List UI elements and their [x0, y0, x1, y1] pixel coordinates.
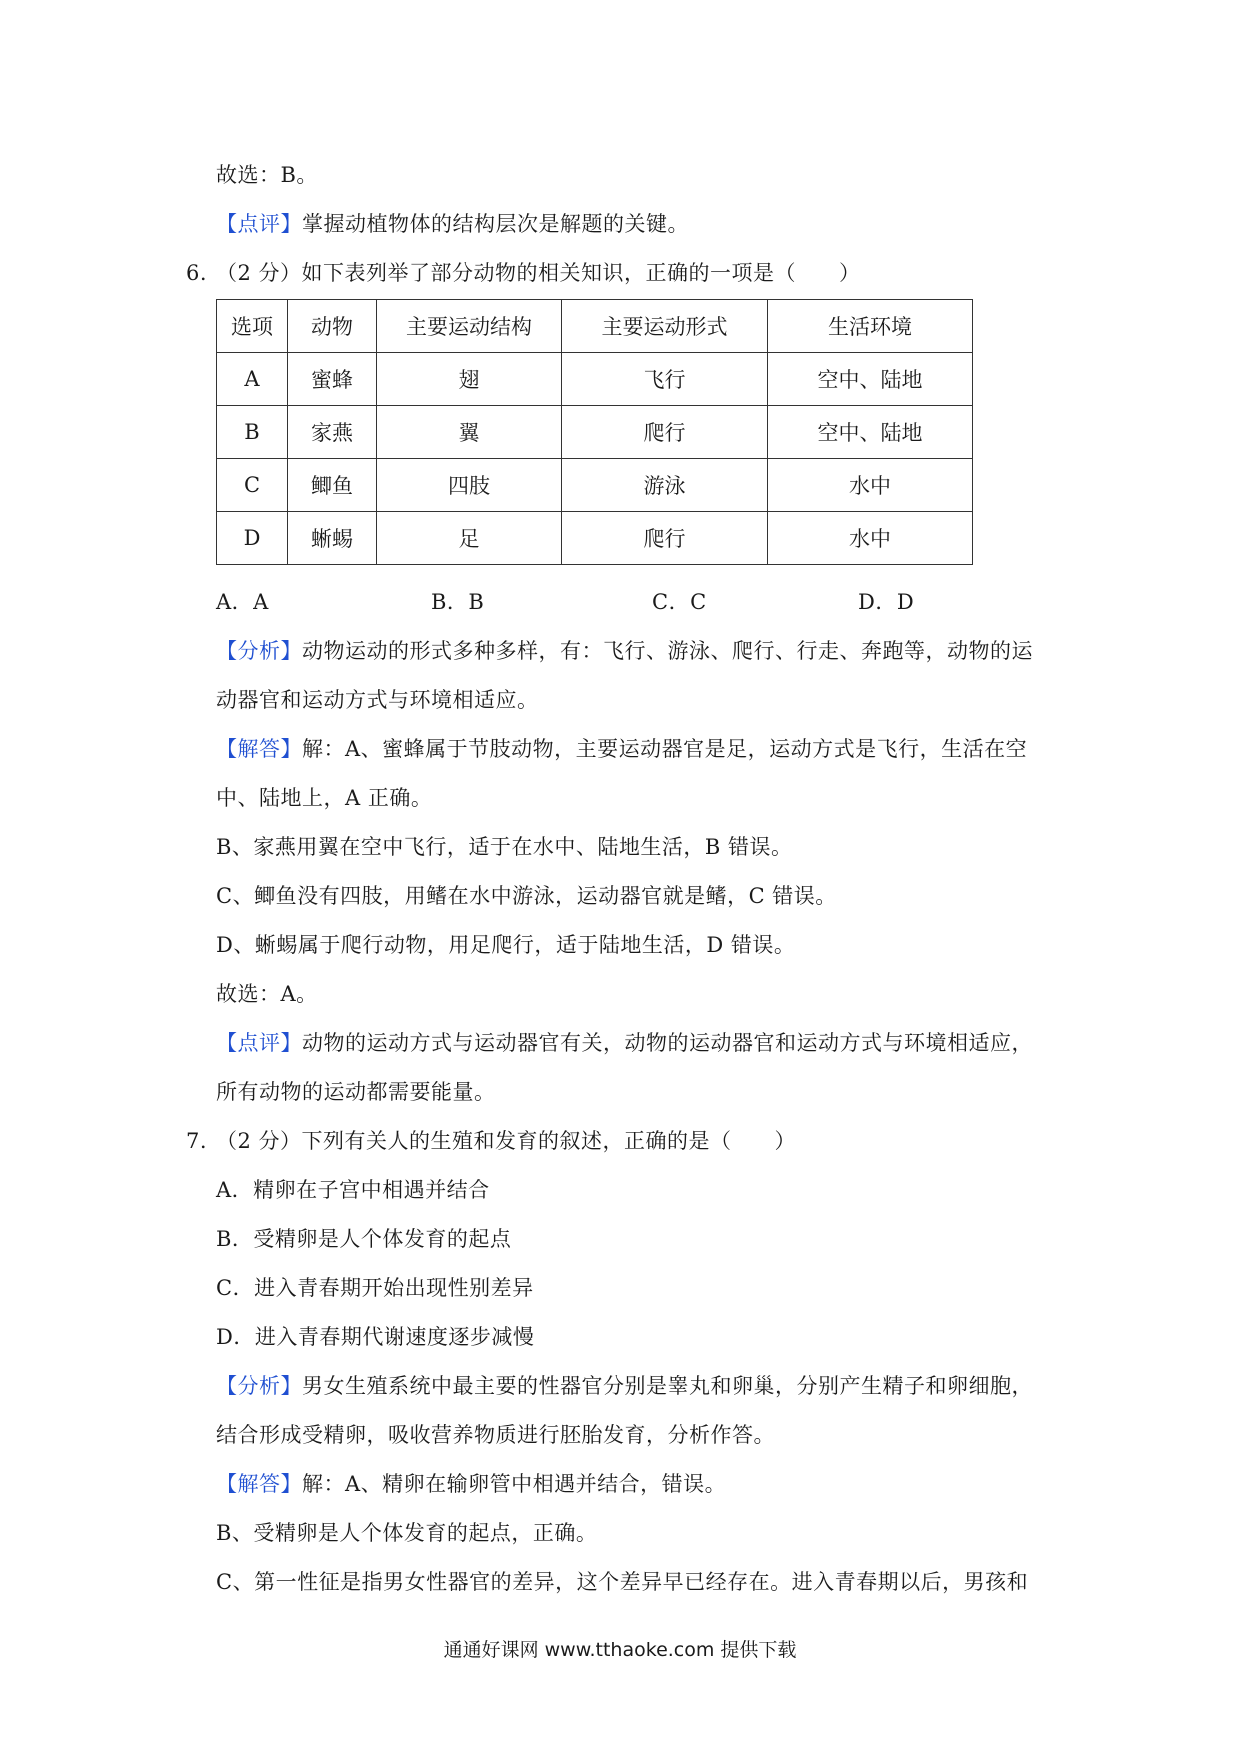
- table-cell: 四肢: [377, 459, 562, 512]
- q7-solution: [216, 1469, 726, 1499]
- option-a: A．精卵在子宫中相遇并结合: [216, 1178, 490, 1202]
- comment-text: 动物的运动方式与运动器官有关，动物的运动器官和运动方式与环境相适应，: [302, 1031, 1033, 1055]
- table-cell: 水中: [768, 459, 973, 512]
- animal-table: [216, 299, 973, 565]
- analysis-tag: 【分析】: [216, 1374, 302, 1398]
- table-cell: 蜥蜴: [288, 512, 377, 565]
- table-cell: 蜜蜂: [288, 353, 377, 406]
- option-d: D．D: [858, 590, 915, 614]
- table-cell: 家燕: [288, 406, 377, 459]
- prev-answer: 故选：B。: [216, 163, 318, 187]
- q7-solution-line: B、受精卵是人个体发育的起点，正确。: [216, 1521, 598, 1545]
- analysis-text: 男女生殖系统中最主要的性器官分别是睾丸和卵巢，分别产生精子和卵细胞，: [302, 1374, 1033, 1398]
- option-a: A．A: [216, 590, 269, 614]
- option-c: C．进入青春期开始出现性别差异: [216, 1276, 534, 1300]
- table-cell: B: [217, 406, 288, 459]
- table-cell: 爬行: [562, 512, 768, 565]
- q7-solution-line: C、第一性征是指男女性器官的差异，这个差异早已经存在。进入青春期以后，男孩和: [216, 1570, 1029, 1594]
- q6-solution: [216, 734, 1027, 764]
- option-b: B．受精卵是人个体发育的起点: [216, 1227, 512, 1251]
- option-c: C．C: [652, 590, 707, 614]
- table-header: 动物: [288, 300, 377, 353]
- table-row: [217, 512, 973, 565]
- question-6-options: [216, 587, 914, 617]
- q6-solution-line: B、家燕用翼在空中飞行，适于在水中、陆地生活，B 错误。: [216, 835, 793, 859]
- q6-solution-line: C、鲫鱼没有四肢，用鳍在水中游泳，运动器官就是鳍，C 错误。: [216, 884, 837, 908]
- table-cell: A: [217, 353, 288, 406]
- q6-analysis-cont: 动器官和运动方式与环境相适应。: [216, 688, 539, 712]
- solution-tag: 【解答】: [216, 737, 302, 761]
- q6-solution-line: 中、陆地上，A 正确。: [216, 786, 433, 810]
- table-cell: C: [217, 459, 288, 512]
- q6-comment: [216, 1028, 1033, 1058]
- solution-text: 解：A、精卵在输卵管中相遇并结合，错误。: [302, 1472, 727, 1496]
- page-footer: 通通好课网 www.tthaoke.com 提供下载: [443, 1639, 797, 1661]
- question-6-stem: [186, 258, 861, 288]
- q6-comment-cont: 所有动物的运动都需要能量。: [216, 1080, 496, 1104]
- table-row: [217, 353, 973, 406]
- table-cell: 空中、陆地: [768, 353, 973, 406]
- q6-answer: 故选：A。: [216, 982, 318, 1006]
- table-cell: 空中、陆地: [768, 406, 973, 459]
- question-number: 6.: [186, 261, 208, 285]
- table-cell: 游泳: [562, 459, 768, 512]
- table-row: [217, 459, 973, 512]
- table-cell: 爬行: [562, 406, 768, 459]
- solution-tag: 【解答】: [216, 1472, 302, 1496]
- question-number: 7.: [186, 1129, 208, 1153]
- prev-comment: [216, 209, 689, 239]
- table-cell: 足: [377, 512, 562, 565]
- comment-tag: 【点评】: [216, 212, 302, 236]
- question-text: （2 分）如下表列举了部分动物的相关知识，正确的一项是（ ）: [216, 261, 861, 285]
- analysis-text: 动物运动的形式多种多样，有：飞行、游泳、爬行、行走、奔跑等，动物的运: [302, 639, 1033, 663]
- comment-text: 掌握动植物体的结构层次是解题的关键。: [302, 212, 689, 236]
- table-cell: 翅: [377, 353, 562, 406]
- table-header: 生活环境: [768, 300, 973, 353]
- question-text: （2 分）下列有关人的生殖和发育的叙述，正确的是（ ）: [216, 1129, 797, 1153]
- table-cell: 翼: [377, 406, 562, 459]
- q6-solution-line: D、蜥蜴属于爬行动物，用足爬行，适于陆地生活，D 错误。: [216, 933, 796, 957]
- table-cell: 鲫鱼: [288, 459, 377, 512]
- comment-tag: 【点评】: [216, 1031, 302, 1055]
- option-d: D．进入青春期代谢速度逐步减慢: [216, 1325, 535, 1349]
- option-b: B．B: [431, 590, 485, 614]
- table-header: 主要运动结构: [377, 300, 562, 353]
- solution-text: 解：A、蜜蜂属于节肢动物，主要运动器官是足，运动方式是飞行，生活在空: [302, 737, 1028, 761]
- table-header-row: [217, 300, 973, 353]
- table-cell: 水中: [768, 512, 973, 565]
- q7-analysis: [216, 1371, 1033, 1401]
- q7-analysis-cont: 结合形成受精卵，吸收营养物质进行胚胎发育，分析作答。: [216, 1423, 775, 1447]
- q6-analysis: [216, 636, 1033, 666]
- analysis-tag: 【分析】: [216, 639, 302, 663]
- table-cell: 飞行: [562, 353, 768, 406]
- table-header: 选项: [217, 300, 288, 353]
- question-7-stem: [186, 1126, 796, 1156]
- table-cell: D: [217, 512, 288, 565]
- table-row: [217, 406, 973, 459]
- table-header: 主要运动形式: [562, 300, 768, 353]
